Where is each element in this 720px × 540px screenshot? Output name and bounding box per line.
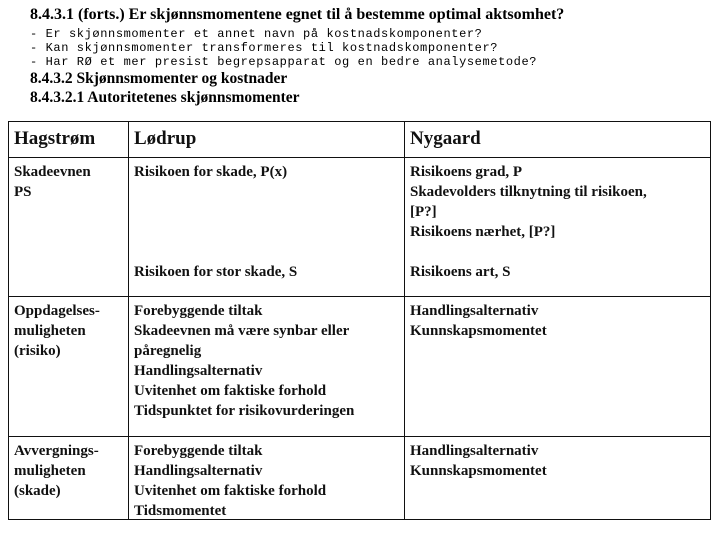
comparison-table	[8, 121, 711, 520]
table-cell	[134, 301, 354, 421]
cell-line: [P?]	[410, 204, 437, 220]
cell-line: Forebyggende tiltak	[134, 443, 263, 459]
cell-line: Handlingsalternativ	[410, 303, 539, 319]
cell-line: Skadeevnen	[14, 164, 91, 180]
table-cell	[410, 301, 547, 341]
row-divider	[9, 157, 710, 158]
row-divider	[9, 436, 710, 437]
table-cell	[134, 262, 297, 282]
cell-line: Tidsmomentet	[134, 503, 227, 519]
cell-line: Avvergnings-	[14, 443, 99, 459]
table-cell	[410, 441, 547, 481]
cell-line: påregnelig	[134, 343, 202, 359]
column-divider	[404, 122, 405, 519]
row-divider	[9, 296, 710, 297]
column-header-nygaard: Nygaard	[410, 128, 481, 149]
cell-line: Skadeevnen må være synbar eller	[134, 323, 350, 339]
cell-line: muligheten	[14, 323, 86, 339]
cell-line: Oppdagelses-	[14, 303, 100, 319]
table-cell	[134, 162, 287, 182]
cell-line: Risikoens art, S	[410, 264, 511, 280]
subheading: 8.4.3.2.1 Autoritetenes skjønnsmomenter	[30, 89, 300, 106]
question-line: - Er skjønnsmomenter et annet navn på kostnadskomponenter?	[30, 27, 483, 41]
table-cell	[410, 262, 510, 282]
cell-line: Risikoen for skade, P(x)	[134, 164, 288, 180]
subheading: 8.4.3.2 Skjønnsmomenter og kostnader	[30, 70, 288, 87]
cell-line: Risikoen for stor skade, S	[134, 264, 298, 280]
table-cell	[14, 301, 100, 361]
cell-line: Kunnskapsmomentet	[410, 463, 547, 479]
cell-line: Skadevolders tilknytning til risikoen,	[410, 184, 647, 200]
column-header-hagstrom: Hagstrøm	[14, 128, 96, 149]
cell-line: Risikoens nærhet, [P?]	[410, 224, 556, 240]
question-line: - Har RØ et mer presist begrepsapparat og en bedre analysemetode?	[30, 55, 538, 69]
cell-line: Kunnskapsmomentet	[410, 323, 547, 339]
cell-line: Handlingsalternativ	[134, 463, 263, 479]
cell-line: Risikoens grad, P	[410, 164, 523, 180]
question-line: - Kan skjønnsmomenter transformeres til kostnadskomponenter?	[30, 41, 499, 55]
cell-line: Uvitenhet om faktiske forhold	[134, 383, 327, 399]
table-cell	[134, 441, 326, 521]
table-cell	[14, 441, 99, 501]
cell-line: (skade)	[14, 483, 61, 499]
cell-line: PS	[14, 184, 32, 200]
section-heading: 8.4.3.1 (forts.) Er skjønnsmomentene egnet til å bestemme optimal aktsomhet?	[30, 6, 565, 23]
cell-line: Uvitenhet om faktiske forhold	[134, 483, 327, 499]
cell-line: (risiko)	[14, 343, 61, 359]
column-divider	[128, 122, 129, 519]
cell-line: Handlingsalternativ	[134, 363, 263, 379]
table-cell	[410, 162, 647, 242]
cell-line: Tidspunktet for risikovurderingen	[134, 403, 355, 419]
cell-line: muligheten	[14, 463, 86, 479]
cell-line: Handlingsalternativ	[410, 443, 539, 459]
column-header-lodrup: Lødrup	[134, 128, 197, 149]
cell-line: Forebyggende tiltak	[134, 303, 263, 319]
table-cell	[14, 162, 91, 202]
